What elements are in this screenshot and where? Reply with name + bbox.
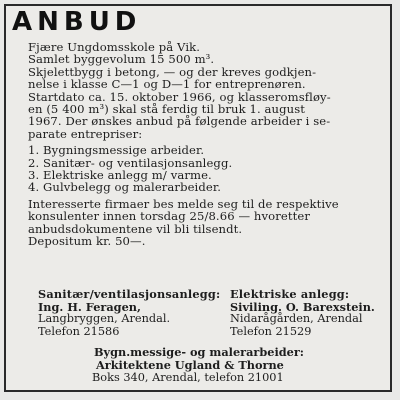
instruction-line: Interesserte firmaer bes melde seg til de respektive bbox=[28, 196, 339, 211]
instruction-line: anbudsdokumentene vil bli tilsendt. bbox=[28, 221, 243, 236]
body-line: Startdato ca. 15. oktober 1966, og klasseromsfløy- bbox=[28, 89, 331, 104]
works-list-item: 4. Gulvbelegg og malerarbeider. bbox=[28, 180, 221, 195]
advertisement bbox=[4, 4, 392, 392]
body-line: en (5 400 m³) skal stå ferdig til bruk 1. august bbox=[28, 102, 306, 117]
electrical-address: Nidarågården, Arendal bbox=[230, 312, 363, 326]
architects-section bbox=[90, 346, 304, 384]
ad-body bbox=[28, 41, 383, 248]
sanitary-contact bbox=[38, 288, 220, 338]
body-line: Samlet byggevolum 15 500 m³. bbox=[28, 52, 215, 67]
architects-address: Boks 340, Arendal, telefon 21001 bbox=[92, 370, 284, 384]
architects-name: Arkitektene Ugland & Thorne bbox=[96, 357, 284, 372]
body-line: Fjære Ungdomsskole på Vik. bbox=[28, 40, 201, 54]
electrical-heading: Elektriske anlegg: bbox=[230, 287, 350, 301]
electrical-contact bbox=[230, 288, 375, 338]
works-list-item: 1. Bygningsmessige arbeider. bbox=[28, 143, 205, 158]
body-line: 1967. Der ønskes anbud på følgende arbeider i se- bbox=[28, 114, 331, 129]
works-list bbox=[28, 144, 383, 194]
body-line: parate entrepriser: bbox=[28, 126, 143, 141]
sanitary-name: Ing. H. Feragen, bbox=[38, 299, 141, 314]
deposit-line: Depositum kr. 50—. bbox=[28, 234, 146, 249]
electrical-phone: Telefon 21529 bbox=[230, 324, 312, 338]
body-line: Skjelettbygg i betong, — og der kreves godkjen- bbox=[28, 64, 317, 79]
ad-title: ANBUD bbox=[12, 7, 142, 37]
sanitary-heading: Sanitær/ventilasjonsanlegg: bbox=[38, 287, 221, 301]
sanitary-address: Langbryggen, Arendal. bbox=[38, 312, 171, 326]
works-list-item: 2. Sanitær- og ventilasjonsanlegg. bbox=[28, 155, 233, 170]
works-list-item: 3. Elektriske anlegg m/ varme. bbox=[28, 168, 212, 183]
electrical-name: Siviling. O. Barexstein. bbox=[230, 299, 375, 314]
instruction-line: konsulenter innen torsdag 25/8.66 — hvoretter bbox=[28, 209, 310, 224]
sanitary-phone: Telefon 21586 bbox=[38, 324, 120, 338]
architects-heading: Bygn.messige- og malerarbeider: bbox=[94, 345, 304, 359]
body-line: nelse i klasse C—1 og D—1 for entreprenøren. bbox=[28, 77, 306, 92]
